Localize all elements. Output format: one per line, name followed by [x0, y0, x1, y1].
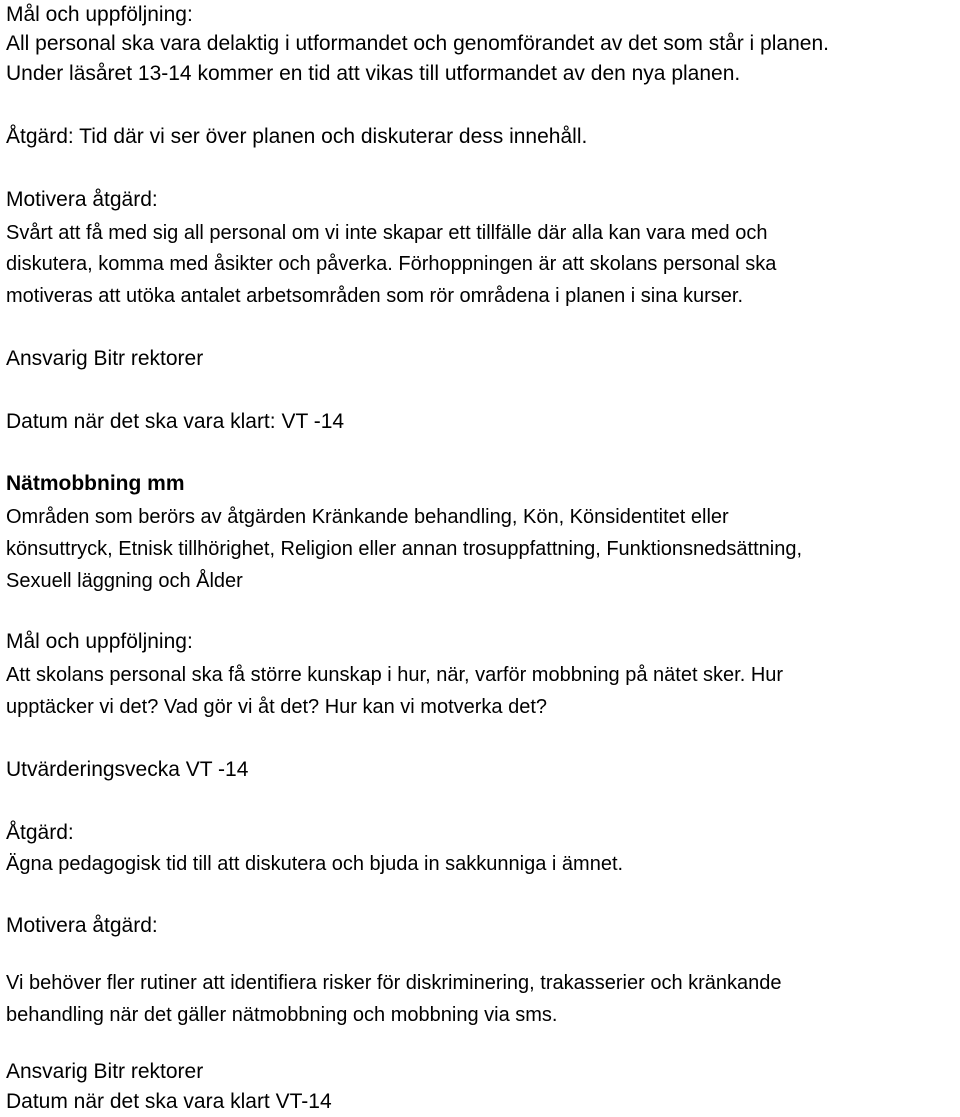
body-text-line: behandling när det gäller nätmobbning och mobbning via sms.	[6, 1004, 558, 1026]
action-line: Åtgärd: Tid där vi ser över planen och diskuterar dess innehåll.	[6, 125, 588, 148]
section-heading-goals: Mål och uppföljning:	[6, 630, 193, 653]
evaluation-week-line: Utvärderingsvecka VT -14	[6, 758, 249, 781]
section-heading-motivate: Motivera åtgärd:	[6, 914, 158, 937]
responsible-line: Ansvarig Bitr rektorer	[6, 1060, 204, 1083]
deadline-line: Datum när det ska vara klart: VT -14	[6, 410, 345, 433]
body-text-line: diskutera, komma med åsikter och påverka. Förhoppningen är att skolans personal ska	[6, 253, 777, 275]
section-heading-action: Åtgärd:	[6, 821, 74, 844]
section-heading-motivate: Motivera åtgärd:	[6, 188, 158, 211]
body-text-line: Vi behöver fler rutiner att identifiera risker för diskriminering, trakasserier och kränkande	[6, 972, 782, 994]
body-text-line: Sexuell läggning och Ålder	[6, 570, 243, 592]
body-text-line: upptäcker vi det? Vad gör vi åt det? Hur kan vi motverka det?	[6, 696, 548, 718]
section-title-netbullying: Nätmobbning mm	[6, 472, 185, 495]
responsible-line: Ansvarig Bitr rektorer	[6, 347, 204, 370]
body-text-line: Under läsåret 13-14 kommer en tid att vikas till utformandet av den nya planen.	[6, 62, 741, 85]
deadline-line: Datum när det ska vara klart VT-14	[6, 1090, 332, 1113]
body-text-line: könsuttryck, Etnisk tillhörighet, Religion eller annan trosuppfattning, Funktionsnedsättning,	[6, 538, 803, 560]
body-text-line: Att skolans personal ska få större kunskap i hur, när, varför mobbning på nätet sker. Hur	[6, 664, 784, 686]
body-text-line: Ägna pedagogisk tid till att diskutera och bjuda in sakkunniga i ämnet.	[6, 853, 624, 875]
section-heading-goals: Mål och uppföljning:	[6, 3, 193, 26]
body-text-line: All personal ska vara delaktig i utformandet och genomförandet av det som står i planen.	[6, 32, 829, 55]
body-text-line: Områden som berörs av åtgärden Kränkande behandling, Kön, Könsidentitet eller	[6, 506, 729, 528]
body-text-line: Svårt att få med sig all personal om vi inte skapar ett tillfälle där alla kan vara med och	[6, 222, 768, 244]
body-text-line: motiveras att utöka antalet arbetsområden som rör områdena i planen i sina kurser.	[6, 285, 744, 307]
